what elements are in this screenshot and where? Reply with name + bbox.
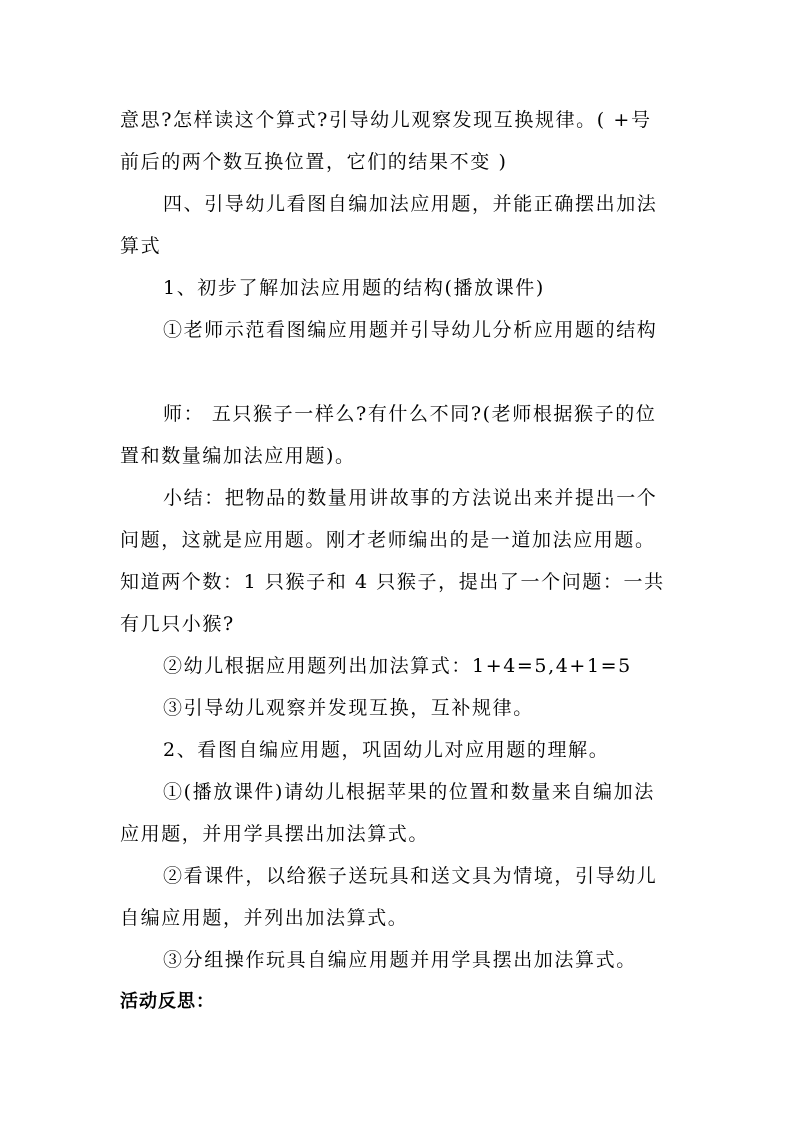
subsection-heading-1: 1、初步了解加法应用题的结构(播放课件) xyxy=(163,277,545,299)
list-item-3: ③分组操作玩具自编应用题并用学具摆出加法算式。 xyxy=(163,949,637,971)
list-item-1: ①老师示范看图编应用题并引导幼儿分析应用题的结构 xyxy=(163,319,658,341)
text-line: 有几只小猴? xyxy=(120,613,235,635)
reflection-heading: 活动反思： xyxy=(120,991,215,1012)
section-heading-4: 四、引导幼儿看图自编加法应用题，并能正确摆出加法 xyxy=(163,193,658,215)
text-line: 应用题，并用学具摆出加法算式。 xyxy=(120,823,430,845)
list-item-2: ②看课件，以给猴子送玩具和送文具为情境，引导幼儿 xyxy=(163,865,658,887)
text-line: 算式 xyxy=(120,235,162,257)
list-item-1: ①(播放课件)请幼儿根据苹果的位置和数量来自编加法 xyxy=(163,781,655,803)
text-line: 意思?怎样读这个算式?引导幼儿观察发现互换规律。( +号 xyxy=(120,109,652,131)
text-line: 置和数量编加法应用题)。 xyxy=(120,445,356,467)
subsection-heading-2: 2、看图自编应用题，巩固幼儿对应用题的理解。 xyxy=(163,739,610,761)
teacher-line: 师： 五只猴子一样么?有什么不同?(老师根据猴子的位 xyxy=(163,403,657,425)
text-line: 知道两个数：1 只猴子和 4 只猴子，提出了一个问题：一共 xyxy=(120,571,665,593)
list-item-3: ③引导幼儿观察并发现互换，互补规律。 xyxy=(163,697,534,719)
text-line: 问题，这就是应用题。刚才老师编出的是一道加法应用题。 xyxy=(120,529,656,551)
text-line: 前后的两个数互换位置，它们的结果不变 ) xyxy=(120,151,508,173)
summary-line: 小结：把物品的数量用讲故事的方法说出来并提出一个 xyxy=(163,487,658,509)
list-item-2: ②幼儿根据应用题列出加法算式：1+4=5,4+1=5 xyxy=(163,655,632,677)
text-line: 自编应用题，并列出加法算式。 xyxy=(120,907,409,929)
